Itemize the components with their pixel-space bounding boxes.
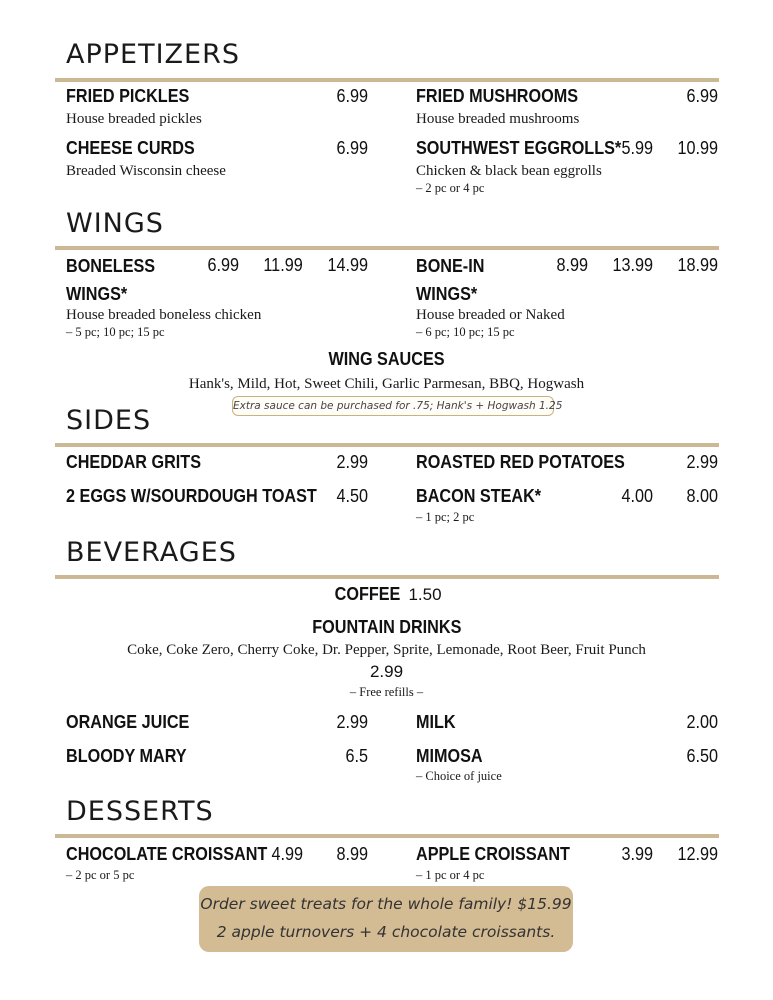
bone-in-wings-name: BONE-IN WINGS* xyxy=(416,256,485,304)
cheese-curds-name: CHEESE CURDS xyxy=(66,138,195,158)
apple-croissant-name: APPLE CROISSANT xyxy=(416,844,570,864)
bloody-mary-name: BLOODY MARY xyxy=(66,746,187,766)
bacon-steak-price-2pc: 8.00 xyxy=(686,486,718,506)
wings-heading: WINGS xyxy=(66,208,164,239)
boneless-wings-portions: – 5 pc; 10 pc; 15 pc xyxy=(66,325,165,339)
milk-price: 2.00 xyxy=(686,712,718,732)
fountain-drinks-refills: – Free refills – xyxy=(349,685,424,699)
fountain-drinks-price: 2.99 xyxy=(369,662,404,681)
roasted-potatoes-price: 2.99 xyxy=(686,452,718,472)
mimosa-name: MIMOSA xyxy=(416,746,483,766)
appetizers-divider xyxy=(55,78,719,82)
fried-pickles-name: FRIED PICKLES xyxy=(66,86,190,106)
appetizers-heading: APPETIZERS xyxy=(66,39,241,70)
coffee-row xyxy=(0,584,773,605)
southwest-eggrolls-price-large: 10.99 xyxy=(677,138,718,158)
fried-pickles-price: 6.99 xyxy=(336,86,368,106)
sides-heading: SIDES xyxy=(66,405,152,436)
bacon-steak-name: BACON STEAK* xyxy=(416,486,542,506)
apple-croissant-portions: – 1 pc or 4 pc xyxy=(416,868,485,882)
bone-in-wings-desc: House breaded or Naked xyxy=(416,307,565,323)
bone-in-wings-price-10pc: 13.99 xyxy=(612,255,653,275)
fountain-drinks-list: Coke, Coke Zero, Cherry Coke, Dr. Pepper, Sprite, Lemonade, Root Beer, Fruit Punch xyxy=(127,642,646,658)
chocolate-croissant-price-2pc: 4.99 xyxy=(271,844,303,864)
fried-mushrooms-price: 6.99 xyxy=(686,86,718,106)
orange-juice-price: 2.99 xyxy=(336,712,368,732)
cheese-curds-desc: Breaded Wisconsin cheese xyxy=(66,163,226,179)
fountain-drinks-name: FOUNTAIN DRINKS xyxy=(311,617,462,637)
bacon-steak-price-1pc: 4.00 xyxy=(621,486,653,506)
mimosa-price: 6.50 xyxy=(686,746,718,766)
eggs-toast-price: 4.50 xyxy=(336,486,368,506)
wing-sauces-title-row xyxy=(0,349,773,370)
fountain-drinks-price-row xyxy=(0,662,773,682)
cheddar-grits-name: CHEDDAR GRITS xyxy=(66,452,202,472)
coffee-name: COFFEE xyxy=(335,584,401,604)
chocolate-croissant-name: CHOCOLATE CROISSANT xyxy=(66,844,268,864)
cheese-curds-price: 6.99 xyxy=(336,138,368,158)
boneless-wings-name: BONELESS WINGS* xyxy=(66,256,156,304)
southwest-eggrolls-portions: – 2 pc or 4 pc xyxy=(416,181,485,195)
boneless-wings-price-15pc: 14.99 xyxy=(327,255,368,275)
bacon-steak-portions: – 1 pc; 2 pc xyxy=(416,510,475,524)
mimosa-juice-note: – Choice of juice xyxy=(416,769,502,783)
chocolate-croissant-price-5pc: 8.99 xyxy=(336,844,368,864)
chocolate-croissant-portions: – 2 pc or 5 pc xyxy=(66,868,135,882)
cheddar-grits-price: 2.99 xyxy=(336,452,368,472)
bloody-mary-price: 6.5 xyxy=(345,746,368,766)
southwest-eggrolls-price-small: 5.99 xyxy=(621,138,653,158)
bone-in-wings-portions: – 6 pc; 10 pc; 15 pc xyxy=(416,325,515,339)
beverages-divider xyxy=(55,575,719,579)
fried-mushrooms-name: FRIED MUSHROOMS xyxy=(416,86,578,106)
apple-croissant-price-1pc: 3.99 xyxy=(621,844,653,864)
coffee-price: 1.50 xyxy=(408,585,442,604)
fried-pickles-desc: House breaded pickles xyxy=(66,111,202,127)
desserts-divider xyxy=(55,834,719,838)
dessert-promo-banner xyxy=(199,886,573,952)
beverages-heading: BEVERAGES xyxy=(66,537,237,568)
fountain-drinks-title-row xyxy=(0,617,773,638)
milk-name: MILK xyxy=(416,712,456,732)
desserts-heading: DESSERTS xyxy=(66,796,214,827)
bone-in-wings-price-6pc: 8.99 xyxy=(556,255,588,275)
southwest-eggrolls-desc: Chicken & black bean eggrolls xyxy=(416,163,602,179)
eggs-toast-name: 2 EGGS W/SOURDOUGH TOAST xyxy=(66,486,317,506)
wing-sauces-list: Hank's, Mild, Hot, Sweet Chili, Garlic Parmesan, BBQ, Hogwash xyxy=(188,376,585,392)
apple-croissant-price-4pc: 12.99 xyxy=(677,844,718,864)
roasted-potatoes-name: ROASTED RED POTATOES xyxy=(416,452,625,472)
southwest-eggrolls-name: SOUTHWEST EGGROLLS* xyxy=(416,138,622,158)
wing-sauces-title: WING SAUCES xyxy=(328,349,445,369)
wings-divider xyxy=(55,246,719,250)
boneless-wings-price-10pc: 11.99 xyxy=(263,255,303,275)
promo-line-2: 2 apple turnovers + 4 chocolate croissants. xyxy=(216,923,556,941)
promo-line-1: Order sweet treats for the whole family! $15.99 xyxy=(200,895,572,913)
wing-sauces-extra-note: Extra sauce can be purchased for .75; Hank's + Hogwash 1.25 xyxy=(232,396,554,416)
orange-juice-name: ORANGE JUICE xyxy=(66,712,190,732)
boneless-wings-desc: House breaded boneless chicken xyxy=(66,307,262,323)
boneless-wings-price-5pc: 6.99 xyxy=(207,255,239,275)
bone-in-wings-price-15pc: 18.99 xyxy=(677,255,718,275)
fried-mushrooms-desc: House breaded mushrooms xyxy=(416,111,580,127)
sides-divider xyxy=(55,443,719,447)
